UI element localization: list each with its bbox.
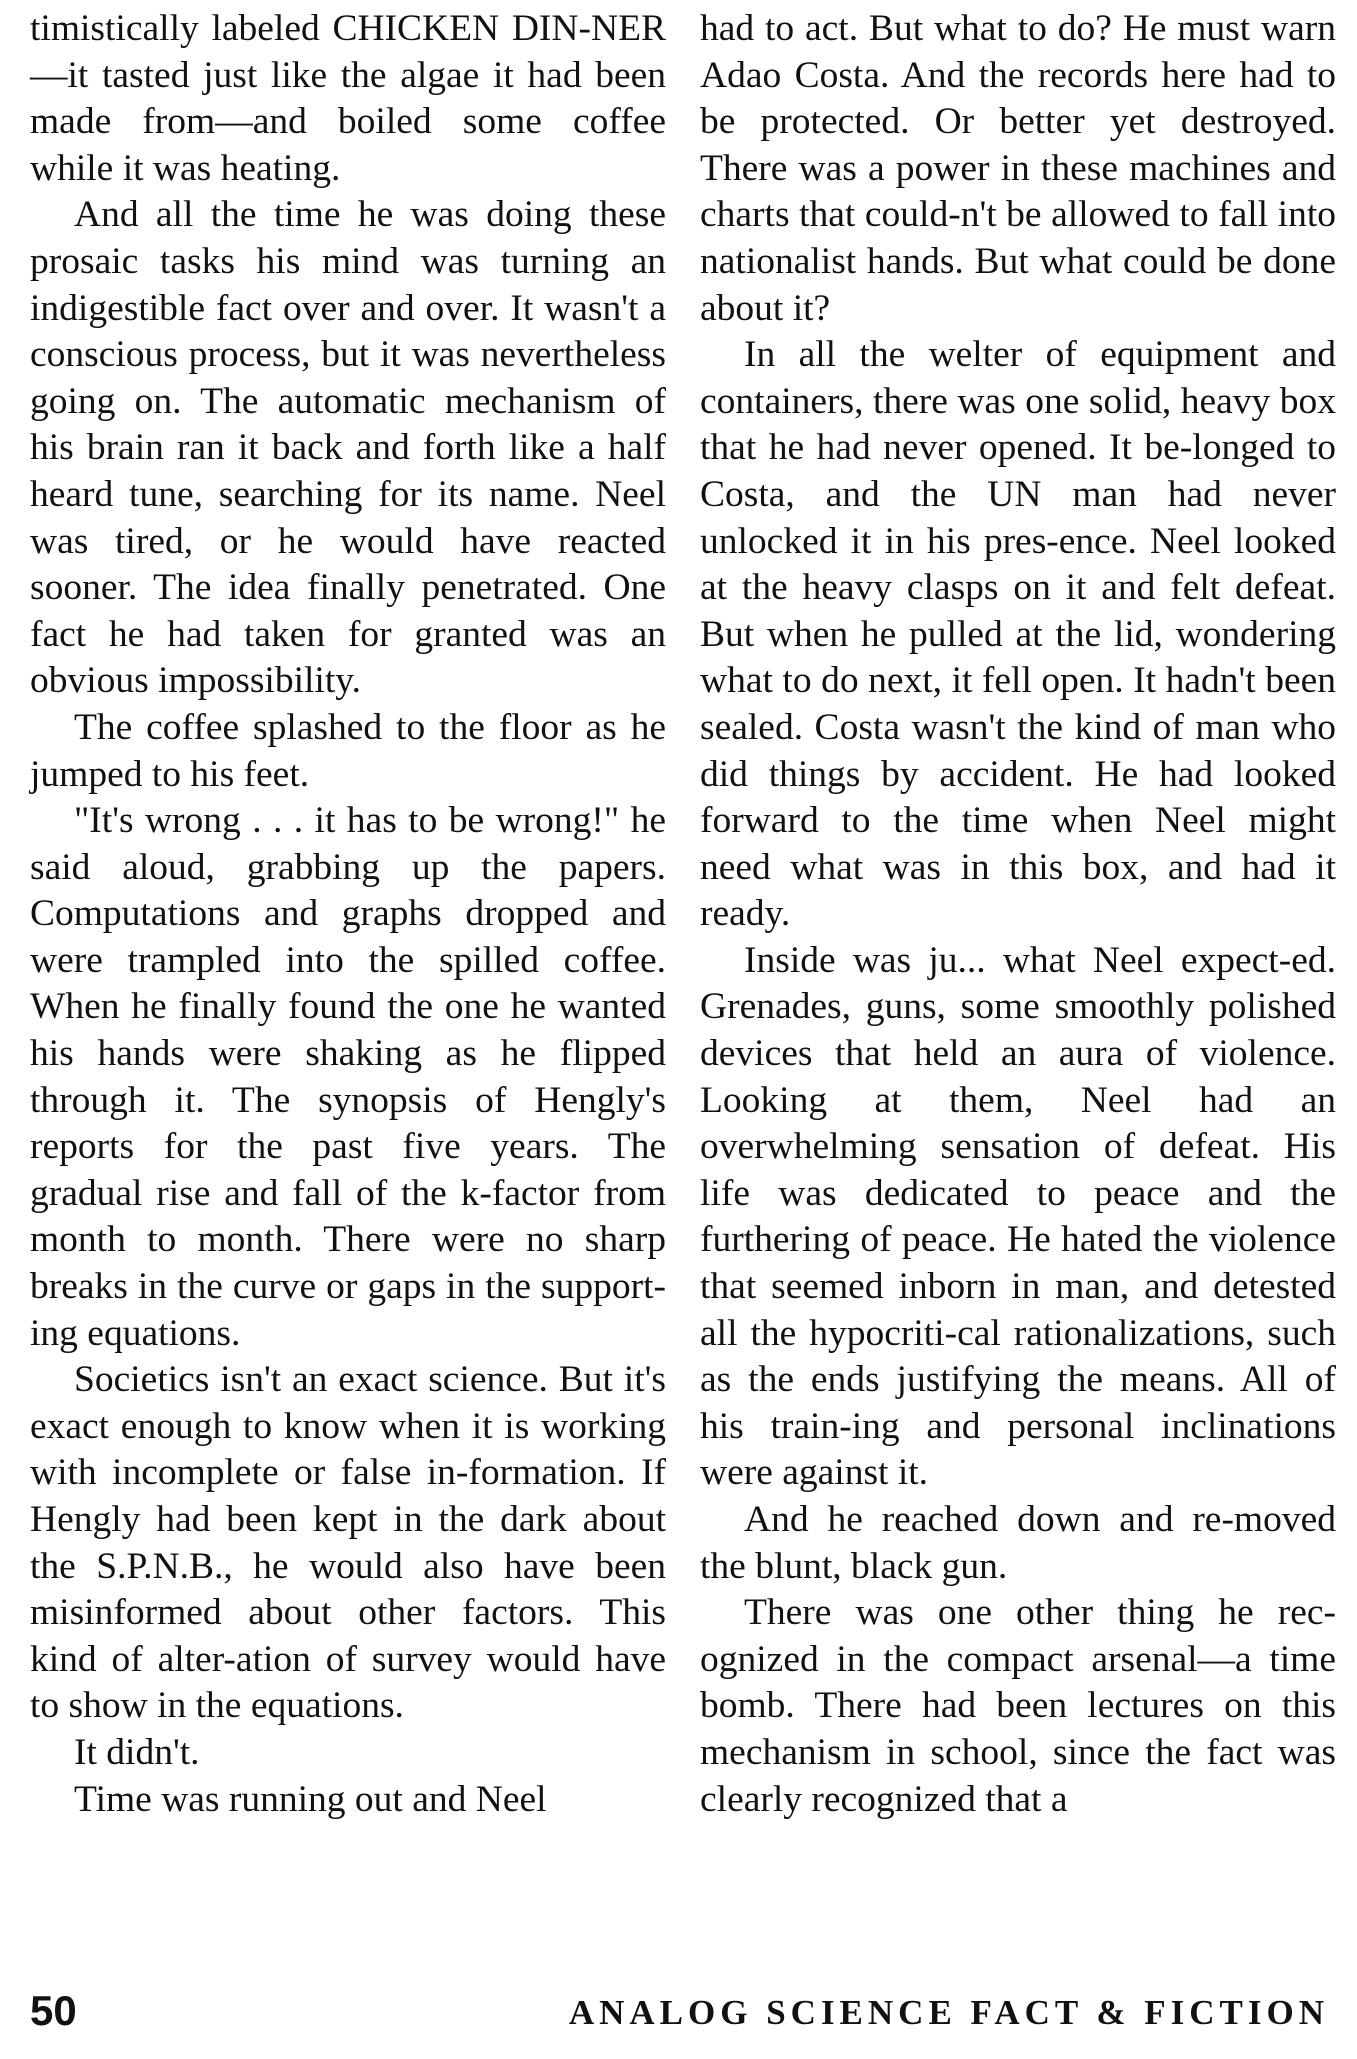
page-number: 50 <box>30 1987 77 2034</box>
paragraph: And all the time he was doing these prosaic tasks his mind was turning an indigestible fact over and over. It wasn't a conscious process, but it was nevertheless going on. The automatic mechanism of his brain ran it back and forth like a half heard tune, searching for its name. Neel was tired, or he would have reacted sooner. The idea finally penetrated. One fact he had taken for granted was an obvious impossibility. <box>30 194 666 702</box>
paragraph: Societics isn't an exact science. But it's exact enough to know when it is working with incomplete or false in-formation. If Hengly had been kept in the dark about the S.P.N.B., he would also have been misinformed about other factors. This kind of alter-ation of survey would have to show in the equations. <box>30 1359 666 1727</box>
left-text-column <box>30 6 666 1823</box>
paragraph: Time was running out and Neel <box>74 1778 547 1820</box>
paragraph: The coffee splashed to the floor as he jumped to his feet. <box>30 706 666 795</box>
paragraph: In all the welter of equipment and containers, there was one solid, heavy box that he had never opened. It be-longed to Costa, and the UN man had never unlocked it in his pres-ence. Neel looked at the heavy clasps on it and felt defeat. But when he pulled at the lid, wondering what to do next, it fell open. It hadn't been sealed. Costa wasn't the kind of man who did things by accident. He had looked forward to the time when Neel might need what was in this box, and had it ready. <box>700 334 1336 935</box>
right-text-column <box>700 6 1336 1823</box>
paragraph: Inside was ju... what Neel expect-ed. Grenades, guns, some smoothly polished devices that held an aura of violence. Looking at them, Neel had an overwhelming sensation of defeat. His life was dedicated to peace and the furthering of peace. He hated the violence that seemed inborn in man, and detested all the hypocriti-cal rationalizations, such as the ends justifying the means. All of his train-ing and personal inclinations were against it. <box>700 939 1336 1494</box>
paragraph: had to act. But what to do? He must warn Adao Costa. And the records here had to be protected. Or better yet destroyed. There was a power in these machines and charts that could-n't be allowed to fall into nationalist hands. But what could be done about it? <box>700 8 1336 329</box>
paragraph: It didn't. <box>74 1731 200 1773</box>
paragraph: And he reached down and re-moved the blunt, black gun. <box>700 1499 1336 1587</box>
paragraph: "It's wrong . . . it has to be wrong!" he said aloud, grabbing up the papers. Computations and graphs dropped and were trampled into the spilled coffee. When he finally found the one he wanted his hands were shaking as he flipped through it. The synopsis of Hengly's reports for the past five years. The gradual rise and fall of the k-factor from month to month. There were no sharp breaks in the curve or gaps in the support-ing equations. <box>30 800 666 1354</box>
paragraph: There was one other thing he rec-ognized in the compact arsenal—a time bomb. There had been lectures on this mechanism in school, since the fact was clearly recognized that a <box>700 1592 1336 1820</box>
paragraph: timistically labeled CHICKEN DIN-NER—it tasted just like the algae it had been made from—and boiled some coffee while it was heating. <box>30 8 666 189</box>
running-head: ANALOG SCIENCE FACT & FICTION <box>568 1993 1329 2032</box>
